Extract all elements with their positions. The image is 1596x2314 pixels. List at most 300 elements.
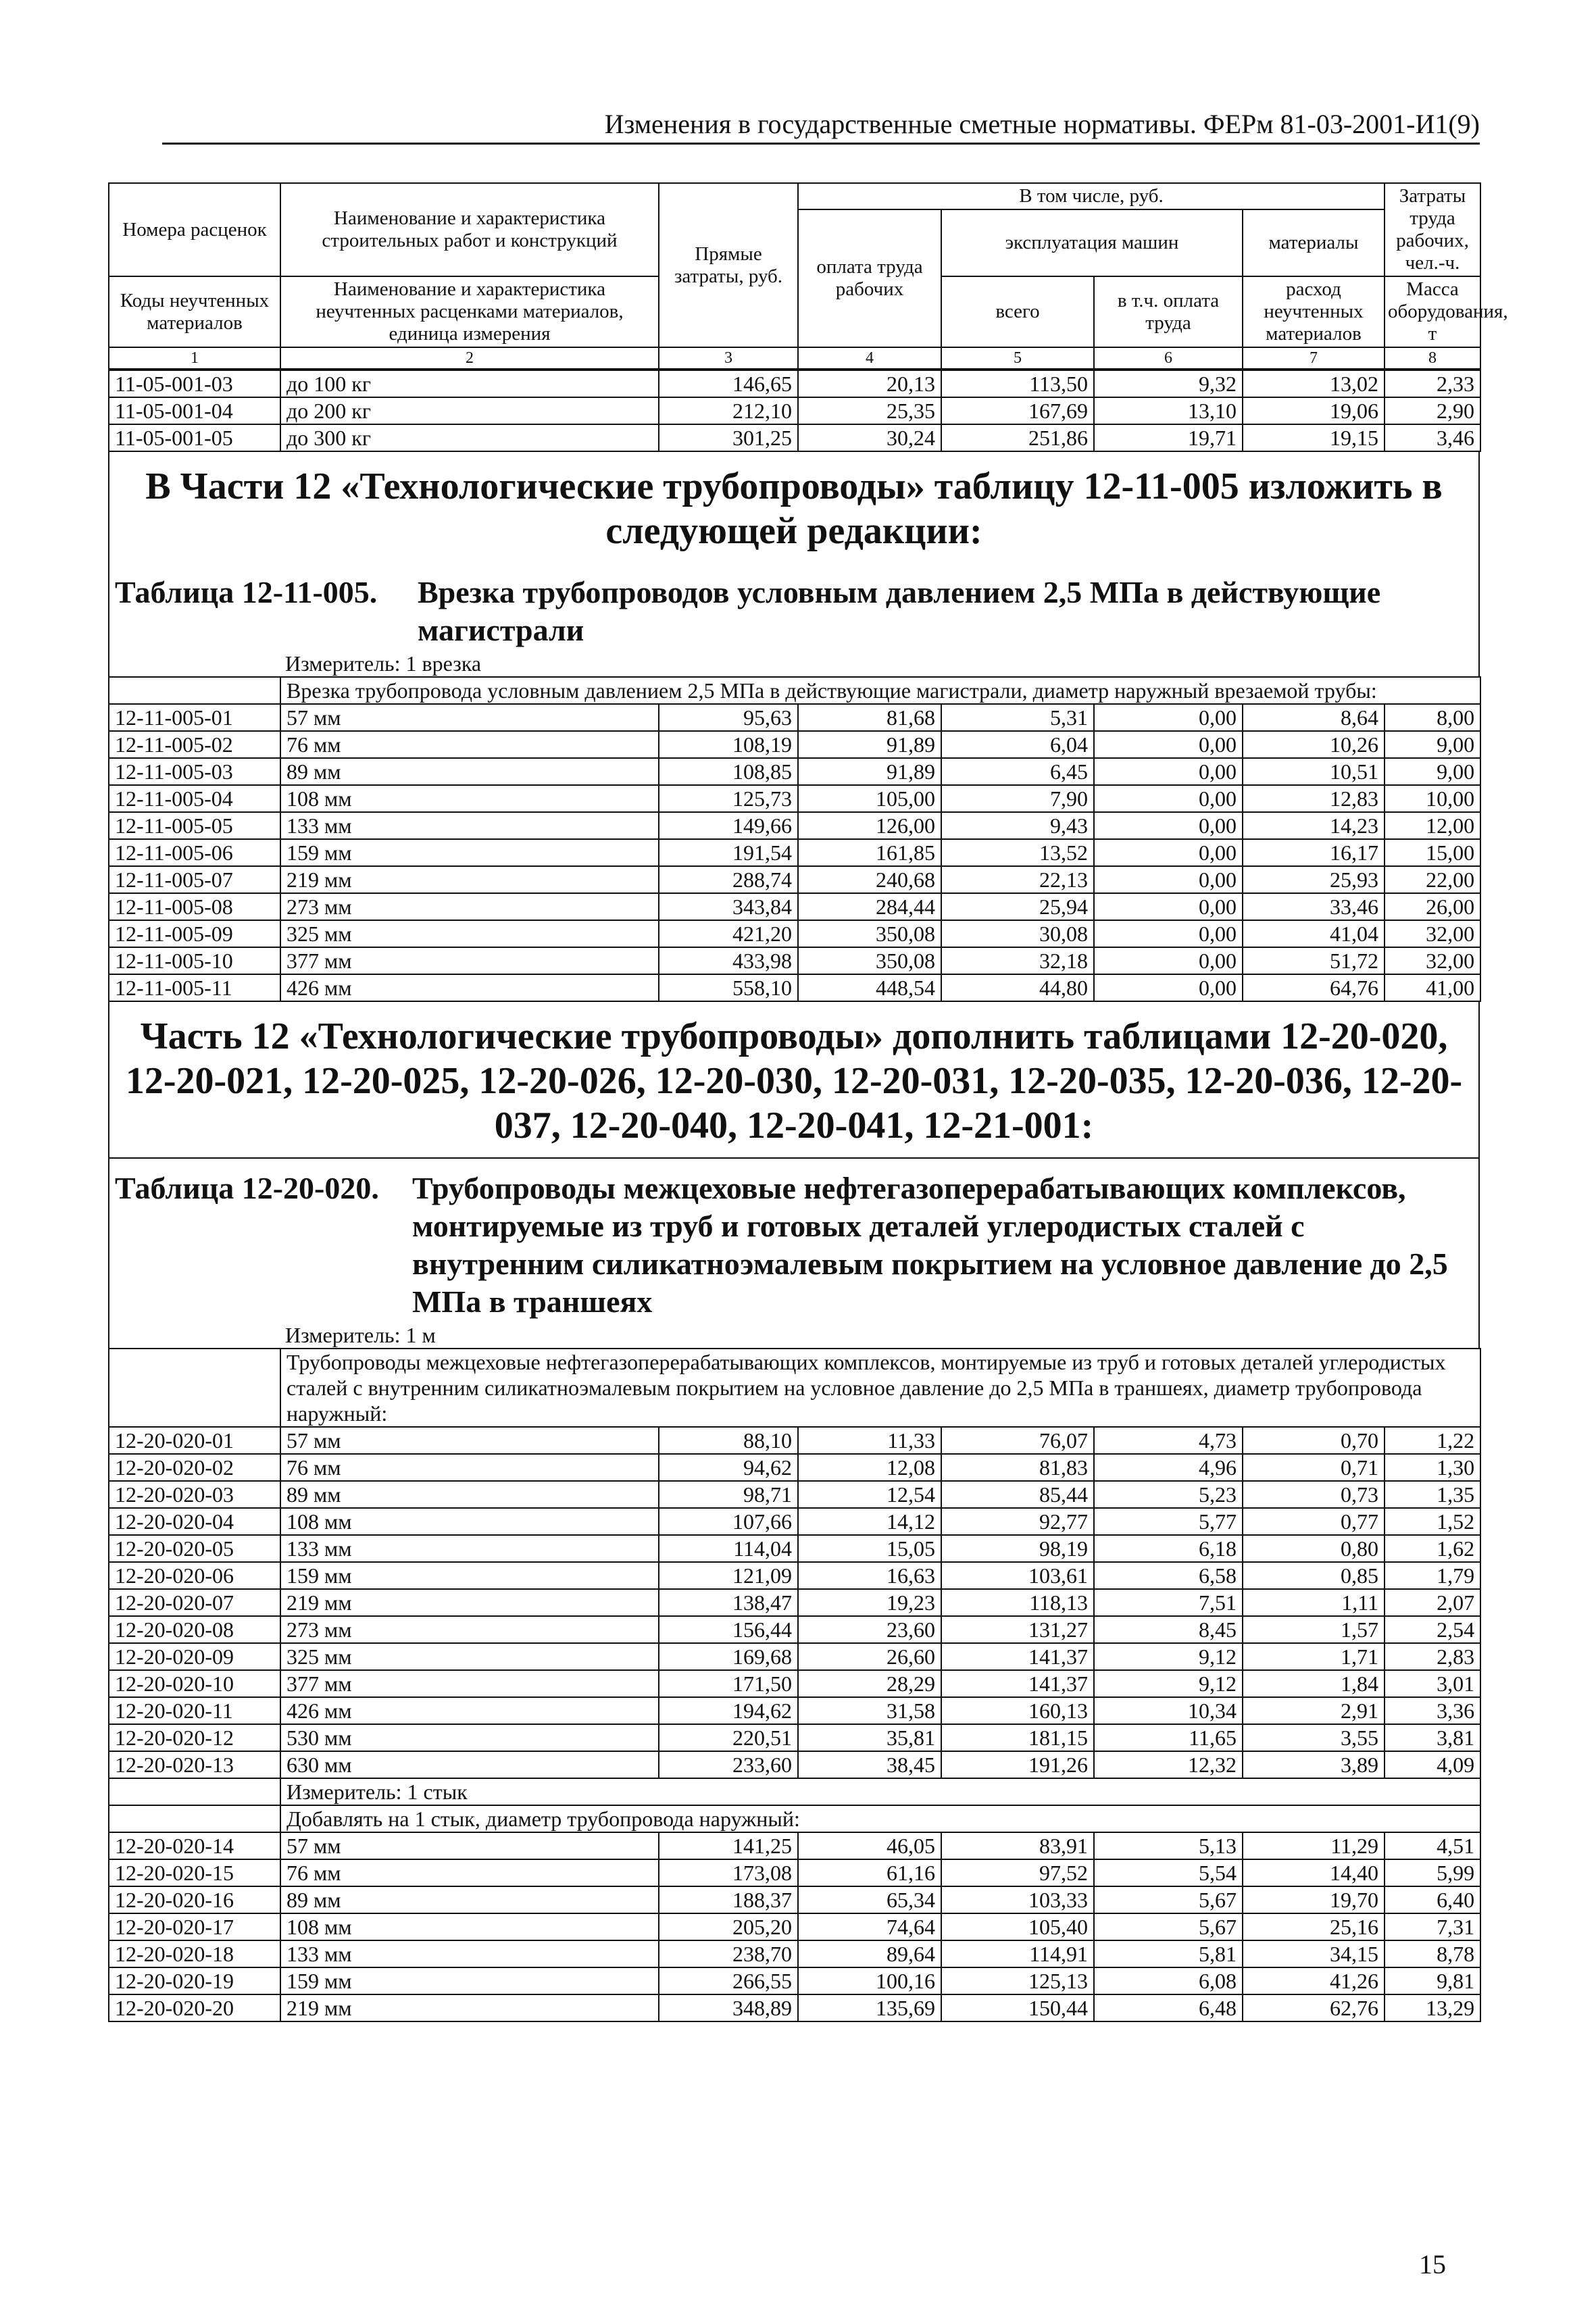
running-header: Изменения в государственные сметные нормативы. ФЕРм 81-03-2001-И1(9) <box>162 108 1480 145</box>
value-cell: 11,65 <box>1094 1724 1243 1751</box>
size-cell: 159 мм <box>280 1967 659 1994</box>
table-row <box>109 1940 1480 1967</box>
size-cell: 325 мм <box>280 920 659 947</box>
table-12-20-020 <box>108 1348 1481 2022</box>
value-cell: 220,51 <box>659 1724 798 1751</box>
value-cell: 3,01 <box>1385 1670 1480 1697</box>
value-cell: 14,40 <box>1243 1859 1385 1886</box>
size-cell: 133 мм <box>280 1535 659 1562</box>
value-cell: 108,19 <box>659 731 798 758</box>
rate-code-cell: 12-11-005-06 <box>109 839 280 866</box>
size-cell: 89 мм <box>280 758 659 785</box>
col-head-work-name: Наименование и характеристика строительных работ и конструкций <box>280 183 659 276</box>
value-cell: 6,04 <box>941 731 1094 758</box>
value-cell: 350,08 <box>798 947 941 974</box>
table-title-12-20-020 <box>109 1159 1478 1322</box>
table-description-joint: Добавлять на 1 стык, диаметр трубопровода наружный: <box>280 1805 1480 1832</box>
value-cell: 233,60 <box>659 1751 798 1778</box>
value-cell: 12,08 <box>798 1454 941 1481</box>
measure-unit: Измеритель: 1 м <box>285 1323 436 1347</box>
value-cell: 32,18 <box>941 947 1094 974</box>
value-cell: 81,83 <box>941 1454 1094 1481</box>
table-11-05-001 <box>108 370 1481 452</box>
value-cell: 91,89 <box>798 758 941 785</box>
value-cell: 1,84 <box>1243 1670 1385 1697</box>
value-cell: 41,04 <box>1243 920 1385 947</box>
size-cell: 377 мм <box>280 1670 659 1697</box>
value-cell: 14,23 <box>1243 812 1385 839</box>
value-cell: 2,91 <box>1243 1697 1385 1724</box>
value-cell: 98,19 <box>941 1535 1094 1562</box>
col-num-7: 7 <box>1243 347 1385 369</box>
value-cell: 12,54 <box>798 1481 941 1508</box>
value-cell: 141,37 <box>941 1643 1094 1670</box>
value-cell: 150,44 <box>941 1994 1094 2021</box>
value-cell: 9,32 <box>1094 370 1243 397</box>
value-cell: 2,83 <box>1385 1643 1480 1670</box>
value-cell: 9,12 <box>1094 1670 1243 1697</box>
size-cell: 133 мм <box>280 812 659 839</box>
col-num-3: 3 <box>659 347 798 369</box>
value-cell: 85,44 <box>941 1481 1094 1508</box>
value-cell: 95,63 <box>659 704 798 731</box>
rate-code-cell: 12-20-020-16 <box>109 1886 280 1913</box>
value-cell: 0,00 <box>1094 785 1243 812</box>
value-cell: 1,30 <box>1385 1454 1480 1481</box>
table-row <box>109 1886 1480 1913</box>
value-cell: 141,37 <box>941 1670 1094 1697</box>
value-cell: 194,62 <box>659 1697 798 1724</box>
value-cell: 240,68 <box>798 866 941 893</box>
table-row <box>109 1967 1480 1994</box>
value-cell: 26,60 <box>798 1643 941 1670</box>
value-cell: 118,13 <box>941 1589 1094 1616</box>
value-cell: 0,00 <box>1094 758 1243 785</box>
value-cell: 114,04 <box>659 1535 798 1562</box>
value-cell: 1,71 <box>1243 1643 1385 1670</box>
value-cell: 6,45 <box>941 758 1094 785</box>
value-cell: 26,00 <box>1385 893 1480 920</box>
page-number: 15 <box>1419 2249 1446 2280</box>
table-row <box>109 1724 1480 1751</box>
value-cell: 7,51 <box>1094 1589 1243 1616</box>
value-cell: 3,46 <box>1385 424 1480 451</box>
value-cell: 131,27 <box>941 1616 1094 1643</box>
rate-code-cell: 12-11-005-03 <box>109 758 280 785</box>
col-head-direct-costs: Прямые затраты, руб. <box>659 183 798 347</box>
value-cell: 103,61 <box>941 1562 1094 1589</box>
rate-code-cell: 12-20-020-12 <box>109 1724 280 1751</box>
size-cell: 76 мм <box>280 1859 659 1886</box>
rate-code-cell: 11-05-001-05 <box>109 424 280 451</box>
size-cell: 273 мм <box>280 893 659 920</box>
value-cell: 98,71 <box>659 1481 798 1508</box>
table-row <box>109 1697 1480 1724</box>
value-cell: 2,90 <box>1385 397 1480 424</box>
value-cell: 12,00 <box>1385 812 1480 839</box>
size-cell: 89 мм <box>280 1886 659 1913</box>
value-cell: 5,99 <box>1385 1859 1480 1886</box>
value-cell: 30,08 <box>941 920 1094 947</box>
value-cell: 22,00 <box>1385 866 1480 893</box>
value-cell: 114,91 <box>941 1940 1094 1967</box>
value-cell: 421,20 <box>659 920 798 947</box>
value-cell: 62,76 <box>1243 1994 1385 2021</box>
value-cell: 251,86 <box>941 424 1094 451</box>
value-cell: 191,54 <box>659 839 798 866</box>
value-cell: 38,45 <box>798 1751 941 1778</box>
value-cell: 105,00 <box>798 785 941 812</box>
rate-code-cell: 12-11-005-07 <box>109 866 280 893</box>
value-cell: 81,68 <box>798 704 941 731</box>
value-cell: 288,74 <box>659 866 798 893</box>
value-cell: 97,52 <box>941 1859 1094 1886</box>
size-cell: 219 мм <box>280 866 659 893</box>
rate-code-cell: 12-20-020-06 <box>109 1562 280 1589</box>
value-cell: 25,94 <box>941 893 1094 920</box>
value-cell: 12,32 <box>1094 1751 1243 1778</box>
table-row <box>109 812 1480 839</box>
value-cell: 5,67 <box>1094 1913 1243 1940</box>
value-cell: 15,00 <box>1385 839 1480 866</box>
value-cell: 19,06 <box>1243 397 1385 424</box>
value-cell: 19,71 <box>1094 424 1243 451</box>
size-cell: 377 мм <box>280 947 659 974</box>
rate-code-cell: 12-20-020-19 <box>109 1967 280 1994</box>
value-cell: 3,81 <box>1385 1724 1480 1751</box>
value-cell: 7,90 <box>941 785 1094 812</box>
value-cell: 3,36 <box>1385 1697 1480 1724</box>
col-head-material-codes: Коды неучтенных материалов <box>109 276 280 347</box>
table-row <box>109 1832 1480 1859</box>
size-cell: 133 мм <box>280 1940 659 1967</box>
col-head-machines: эксплуатация машин <box>941 209 1243 276</box>
value-cell: 266,55 <box>659 1967 798 1994</box>
value-cell: 32,00 <box>1385 920 1480 947</box>
value-cell: 126,00 <box>798 812 941 839</box>
value-cell: 9,81 <box>1385 1967 1480 1994</box>
table-label: Таблица 12-11-005. <box>115 575 378 609</box>
value-cell: 46,05 <box>798 1832 941 1859</box>
col-head-labour: Затраты труда рабочих, чел.-ч. <box>1385 183 1480 276</box>
value-cell: 6,48 <box>1094 1994 1243 2021</box>
value-cell: 1,57 <box>1243 1616 1385 1643</box>
value-cell: 149,66 <box>659 812 798 839</box>
col-head-material-name: Наименование и характеристика неучтенных расценками материалов, единица измерения <box>280 276 659 347</box>
rate-code-cell: 12-11-005-10 <box>109 947 280 974</box>
value-cell: 92,77 <box>941 1508 1094 1535</box>
value-cell: 0,00 <box>1094 920 1243 947</box>
section-heading-1: В Части 12 «Технологические трубопроводы» таблицу 12-11-005 изложить в следующей редакции: <box>145 466 1443 552</box>
value-cell: 6,18 <box>1094 1535 1243 1562</box>
rate-code-cell: 12-11-005-05 <box>109 812 280 839</box>
value-cell: 25,35 <box>798 397 941 424</box>
rate-code-cell: 12-20-020-13 <box>109 1751 280 1778</box>
size-cell: 325 мм <box>280 1643 659 1670</box>
section-3 <box>108 1157 1480 1348</box>
table-row <box>109 1589 1480 1616</box>
table-row <box>109 758 1480 785</box>
rate-code-cell: 11-05-001-04 <box>109 397 280 424</box>
table-row <box>109 1859 1480 1886</box>
table-row <box>109 974 1480 1001</box>
measure-unit: Измеритель: 1 врезка <box>285 651 482 676</box>
table-title-12-11-005 <box>109 563 1478 651</box>
table-row <box>109 866 1480 893</box>
value-cell: 0,00 <box>1094 947 1243 974</box>
value-cell: 12,83 <box>1243 785 1385 812</box>
value-cell: 8,00 <box>1385 704 1480 731</box>
col-num-6: 6 <box>1094 347 1243 369</box>
measure-unit-joint: Измеритель: 1 стык <box>280 1778 1480 1805</box>
value-cell: 51,72 <box>1243 947 1385 974</box>
table-row <box>109 1994 1480 2021</box>
table-row <box>109 424 1480 451</box>
value-cell: 107,66 <box>659 1508 798 1535</box>
table-row <box>109 1643 1480 1670</box>
value-cell: 11,29 <box>1243 1832 1385 1859</box>
value-cell: 76,07 <box>941 1427 1094 1454</box>
size-cell: 159 мм <box>280 1562 659 1589</box>
col-num-4: 4 <box>798 347 941 369</box>
value-cell: 161,85 <box>798 839 941 866</box>
value-cell: 9,00 <box>1385 758 1480 785</box>
value-cell: 343,84 <box>659 893 798 920</box>
value-cell: 4,73 <box>1094 1427 1243 1454</box>
value-cell: 0,00 <box>1094 974 1243 1001</box>
table-row <box>109 1535 1480 1562</box>
section-heading-2: Часть 12 «Технологические трубопроводы» дополнить таблицами 12-20-020, 12-20-021, 12-20-025, 12-20-026, 12-20-030, 12-20-031, 12-20-035, 12-20-036, 12-20-037, 12-20-040, 12-20-041, 12-21-001: <box>125 1015 1463 1147</box>
value-cell: 3,55 <box>1243 1724 1385 1751</box>
value-cell: 0,00 <box>1094 704 1243 731</box>
value-cell: 25,16 <box>1243 1913 1385 1940</box>
table-row <box>109 1481 1480 1508</box>
value-cell: 41,26 <box>1243 1967 1385 1994</box>
size-cell: 57 мм <box>280 1832 659 1859</box>
size-cell: 219 мм <box>280 1589 659 1616</box>
value-cell: 188,37 <box>659 1886 798 1913</box>
value-cell: 167,69 <box>941 397 1094 424</box>
table-title-text: Трубопроводы межцеховые нефтегазоперерабатывающих комплексов, монтируемые из труб и готовых деталей углеродистых сталей с внутренним силикатноэмалевым покрытием на условное давление до 2,5 МПа в траншеях <box>412 1171 1448 1319</box>
column-header-table <box>108 182 1508 370</box>
value-cell: 35,81 <box>798 1724 941 1751</box>
table-row <box>109 893 1480 920</box>
rate-code-cell: 11-05-001-03 <box>109 370 280 397</box>
value-cell: 146,65 <box>659 370 798 397</box>
value-cell: 448,54 <box>798 974 941 1001</box>
value-cell: 284,44 <box>798 893 941 920</box>
value-cell: 1,62 <box>1385 1535 1480 1562</box>
value-cell: 2,33 <box>1385 370 1480 397</box>
size-cell: до 300 кг <box>280 424 659 451</box>
table-row <box>109 370 1480 397</box>
size-cell: 630 мм <box>280 1751 659 1778</box>
value-cell: 19,70 <box>1243 1886 1385 1913</box>
value-cell: 8,45 <box>1094 1616 1243 1643</box>
value-cell: 2,54 <box>1385 1616 1480 1643</box>
rate-code-cell: 12-11-005-04 <box>109 785 280 812</box>
value-cell: 94,62 <box>659 1454 798 1481</box>
value-cell: 10,00 <box>1385 785 1480 812</box>
value-cell: 108,85 <box>659 758 798 785</box>
value-cell: 141,25 <box>659 1832 798 1859</box>
value-cell: 10,34 <box>1094 1697 1243 1724</box>
value-cell: 169,68 <box>659 1643 798 1670</box>
value-cell: 205,20 <box>659 1913 798 1940</box>
value-cell: 4,09 <box>1385 1751 1480 1778</box>
value-cell: 348,89 <box>659 1994 798 2021</box>
table-row <box>109 1427 1480 1454</box>
value-cell: 64,76 <box>1243 974 1385 1001</box>
table-row <box>109 397 1480 424</box>
value-cell: 5,13 <box>1094 1832 1243 1859</box>
rate-code-cell: 12-11-005-09 <box>109 920 280 947</box>
col-head-materials: материалы <box>1243 209 1385 276</box>
col-head-labour-pay: оплата труда рабочих <box>798 209 941 347</box>
section-1 <box>108 452 1480 676</box>
table-row <box>109 1670 1480 1697</box>
document-body <box>108 182 1508 2154</box>
value-cell: 8,64 <box>1243 704 1385 731</box>
value-cell: 14,12 <box>798 1508 941 1535</box>
section-2 <box>108 1002 1480 1157</box>
value-cell: 0,00 <box>1094 839 1243 866</box>
value-cell: 0,73 <box>1243 1481 1385 1508</box>
rate-code-cell: 12-20-020-08 <box>109 1616 280 1643</box>
size-cell: 57 мм <box>280 1427 659 1454</box>
table-row <box>109 785 1480 812</box>
value-cell: 41,00 <box>1385 974 1480 1001</box>
table-row <box>109 1454 1480 1481</box>
value-cell: 19,15 <box>1243 424 1385 451</box>
size-cell: 426 мм <box>280 1697 659 1724</box>
value-cell: 125,13 <box>941 1967 1094 1994</box>
table-row <box>109 947 1480 974</box>
value-cell: 20,13 <box>798 370 941 397</box>
value-cell: 10,26 <box>1243 731 1385 758</box>
value-cell: 83,91 <box>941 1832 1094 1859</box>
value-cell: 5,54 <box>1094 1859 1243 1886</box>
col-head-including: В том числе, руб. <box>798 183 1385 209</box>
value-cell: 212,10 <box>659 397 798 424</box>
table-description: Врезка трубопровода условным давлением 2,5 МПа в действующие магистрали, диаметр наружный врезаемой трубы: <box>280 677 1480 704</box>
value-cell: 135,69 <box>798 1994 941 2021</box>
value-cell: 5,81 <box>1094 1940 1243 1967</box>
rate-code-cell: 12-11-005-01 <box>109 704 280 731</box>
col-head-rate-codes: Номера расценок <box>109 183 280 276</box>
value-cell: 238,70 <box>659 1940 798 1967</box>
value-cell: 2,07 <box>1385 1589 1480 1616</box>
table-row <box>109 731 1480 758</box>
value-cell: 350,08 <box>798 920 941 947</box>
size-cell: 108 мм <box>280 1508 659 1535</box>
value-cell: 113,50 <box>941 370 1094 397</box>
value-cell: 15,05 <box>798 1535 941 1562</box>
value-cell: 121,09 <box>659 1562 798 1589</box>
value-cell: 138,47 <box>659 1589 798 1616</box>
size-cell: до 200 кг <box>280 397 659 424</box>
table-row <box>109 1751 1480 1778</box>
size-cell: 76 мм <box>280 1454 659 1481</box>
value-cell: 11,33 <box>798 1427 941 1454</box>
value-cell: 5,23 <box>1094 1481 1243 1508</box>
value-cell: 160,13 <box>941 1697 1094 1724</box>
size-cell: 426 мм <box>280 974 659 1001</box>
size-cell: 159 мм <box>280 839 659 866</box>
value-cell: 7,31 <box>1385 1913 1480 1940</box>
table-row <box>109 1508 1480 1535</box>
value-cell: 558,10 <box>659 974 798 1001</box>
col-num-1: 1 <box>109 347 280 369</box>
value-cell: 1,22 <box>1385 1427 1480 1454</box>
value-cell: 433,98 <box>659 947 798 974</box>
table-title-text: Врезка трубопроводов условным давлением 2,5 МПа в действующие магистрали <box>418 575 1381 647</box>
rate-code-cell: 12-11-005-02 <box>109 731 280 758</box>
value-cell: 88,10 <box>659 1427 798 1454</box>
size-cell: 273 мм <box>280 1616 659 1643</box>
value-cell: 6,08 <box>1094 1967 1243 1994</box>
size-cell: 76 мм <box>280 731 659 758</box>
size-cell: 89 мм <box>280 1481 659 1508</box>
value-cell: 13,52 <box>941 839 1094 866</box>
table-description: Трубопроводы межцеховые нефтегазоперерабатывающих комплексов, монтируемые из труб и готовых деталей углеродистых сталей с внутренним силикатноэмалевым покрытием на условное давление до 2,5 МПа в траншеях, диаметр трубопровода наружный: <box>280 1349 1480 1427</box>
value-cell: 13,02 <box>1243 370 1385 397</box>
size-cell: до 100 кг <box>280 370 659 397</box>
value-cell: 65,34 <box>798 1886 941 1913</box>
rate-code-cell: 12-20-020-03 <box>109 1481 280 1508</box>
value-cell: 171,50 <box>659 1670 798 1697</box>
value-cell: 5,77 <box>1094 1508 1243 1535</box>
value-cell: 74,64 <box>798 1913 941 1940</box>
size-cell: 530 мм <box>280 1724 659 1751</box>
value-cell: 31,58 <box>798 1697 941 1724</box>
value-cell: 44,80 <box>941 974 1094 1001</box>
value-cell: 301,25 <box>659 424 798 451</box>
value-cell: 181,15 <box>941 1724 1094 1751</box>
value-cell: 9,43 <box>941 812 1094 839</box>
value-cell: 33,46 <box>1243 893 1385 920</box>
rate-code-cell: 12-20-020-20 <box>109 1994 280 2021</box>
value-cell: 191,26 <box>941 1751 1094 1778</box>
table-label: Таблица 12-20-020. <box>115 1171 379 1205</box>
value-cell: 103,33 <box>941 1886 1094 1913</box>
rate-code-cell: 12-11-005-08 <box>109 893 280 920</box>
value-cell: 23,60 <box>798 1616 941 1643</box>
value-cell: 9,00 <box>1385 731 1480 758</box>
value-cell: 0,00 <box>1094 812 1243 839</box>
value-cell: 1,11 <box>1243 1589 1385 1616</box>
rate-code-cell: 12-20-020-02 <box>109 1454 280 1481</box>
value-cell: 156,44 <box>659 1616 798 1643</box>
value-cell: 6,58 <box>1094 1562 1243 1589</box>
rate-code-cell: 12-20-020-10 <box>109 1670 280 1697</box>
col-num-8: 8 <box>1385 347 1480 369</box>
rate-code-cell: 12-20-020-01 <box>109 1427 280 1454</box>
value-cell: 105,40 <box>941 1913 1094 1940</box>
value-cell: 4,51 <box>1385 1832 1480 1859</box>
value-cell: 28,29 <box>798 1670 941 1697</box>
col-head-machines-total: всего <box>941 276 1094 347</box>
value-cell: 13,29 <box>1385 1994 1480 2021</box>
value-cell: 22,13 <box>941 866 1094 893</box>
table-row <box>109 1913 1480 1940</box>
rate-code-cell: 12-20-020-11 <box>109 1697 280 1724</box>
value-cell: 100,16 <box>798 1967 941 1994</box>
col-head-machines-pay: в т.ч. оплата труда <box>1094 276 1243 347</box>
size-cell: 108 мм <box>280 785 659 812</box>
value-cell: 6,40 <box>1385 1886 1480 1913</box>
table-12-11-005 <box>108 676 1481 1002</box>
